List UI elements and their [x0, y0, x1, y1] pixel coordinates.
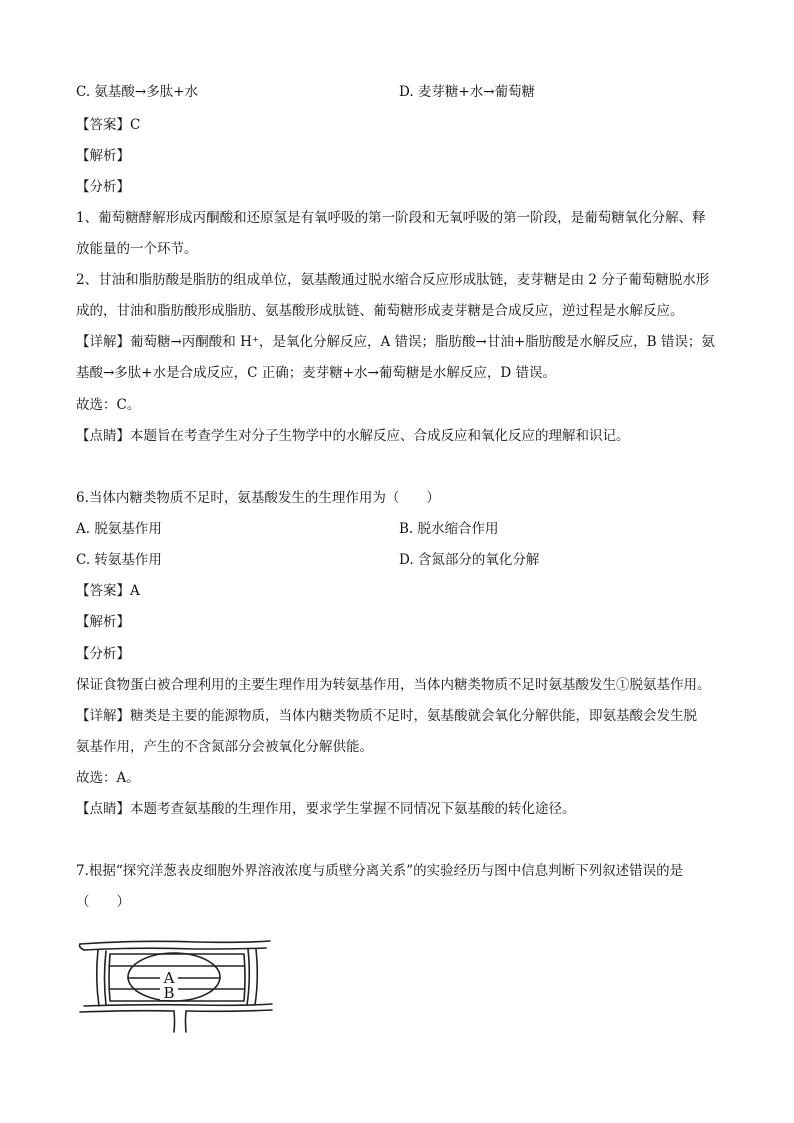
q6-fenxi-heading: 【分析】 [76, 646, 130, 662]
label-b: B [163, 984, 175, 1002]
left-partition [97, 950, 99, 1006]
q5-point2-line2: 成的，甘油和脂肪酸形成脂肪、氨基酸形成肽链、葡萄糖形成麦芽糖是合成反应，逆过程是水解反应。 [76, 303, 684, 319]
bottom-junction-left [174, 1011, 175, 1032]
q7-stem: 7.根据“探究洋葱表皮细胞外界溶液浓度与质壁分离关系”的实验经历与图中信息判断下列叙述错误的是 [76, 863, 684, 879]
q5-point1-line2: 放能量的一个环节。 [76, 241, 198, 257]
q6-choose: 故选：A。 [76, 770, 140, 786]
q7-stem-line2: （ ） [76, 894, 130, 910]
lower-wall [80, 1011, 174, 1012]
q5-detail-line1: 【详解】葡萄糖→丙酮酸和 H⁺，是氧化分解反应，A 错误；脂肪酸→甘油+脂肪酸是水解反应，B 错误；氨 [76, 334, 715, 350]
q6-analysis-heading: 【解析】 [76, 614, 130, 630]
q5-fenxi-heading: 【分析】 [76, 179, 130, 195]
upper-wall [80, 941, 270, 944]
q5-option-d: D. 麦芽糖+水→葡萄糖 [399, 84, 536, 100]
left-partition-2 [105, 951, 107, 1005]
upper-left-stub [80, 944, 85, 950]
q6-detail-line2: 氨基作用，产生的不含氮部分会被氧化分解供能。 [76, 739, 373, 755]
q5-option-c: C. 氨基酸→多肽+水 [76, 84, 199, 100]
q6-comment: 【点睛】本题考查氨基酸的生理作用，要求学生掌握不同情况下氨基酸的转化途径。 [76, 801, 576, 817]
q6-fenxi-text: 保证食物蛋白被合理利用的主要生理作用为转氨基作用，当体内糖类物质不足时氨基酸发生①脱氨基作用。 [76, 677, 711, 693]
upper-wall-inner [84, 948, 266, 950]
q6-option-c: C. 转氨基作用 [76, 552, 162, 568]
q5-point2-line1: 2、甘油和脂肪酸是脂肪的组成单位，氨基酸通过脱水缩合反应形成肽链，麦芽糖是由 2 分子葡萄糖脱水形 [76, 272, 710, 288]
q5-comment: 【点睛】本题旨在考查学生对分子生物学中的水解反应、合成反应和氧化反应的理解和识记。 [76, 428, 630, 444]
bottom-junction-right [186, 1011, 187, 1032]
q5-analysis-heading: 【解析】 [76, 148, 130, 164]
q6-option-b: B. 脱水缩合作用 [399, 521, 499, 537]
q5-choose: 故选：C。 [76, 397, 141, 413]
lower-wall-inner [84, 1004, 272, 1006]
label-a: A [163, 969, 175, 987]
q6-option-d: D. 含氮部分的氧化分解 [399, 552, 540, 568]
q6-detail-line1: 【详解】糖类是主要的能源物质，当体内糖类物质不足时，氨基酸就会氧化分解供能，即氨基酸会发生脱 [76, 708, 697, 724]
q6-option-a: A. 脱氨基作用 [76, 521, 162, 537]
q5-answer: 【答案】C [76, 117, 141, 133]
q6-stem: 6.当体内糖类物质不足时，氨基酸发生的生理作用为（ ） [76, 490, 440, 506]
q6-answer: 【答案】A [76, 583, 140, 599]
onion-cell-diagram [76, 934, 276, 1038]
lower-wall-right [186, 1010, 272, 1011]
cell-figure-svg [76, 934, 276, 1034]
right-partition-2 [255, 949, 257, 1005]
right-partition [247, 949, 249, 1005]
q5-point1-line1: 1、葡萄糖酵解形成丙酮酸和还原氢是有氧呼吸的第一阶段和无氧呼吸的第一阶段，是葡萄糖氧化分解、释 [76, 210, 706, 226]
q5-detail-line2: 基酸→多肽+水是合成反应，C 正确；麦芽糖+水→葡萄糖是水解反应，D 错误。 [76, 365, 556, 381]
